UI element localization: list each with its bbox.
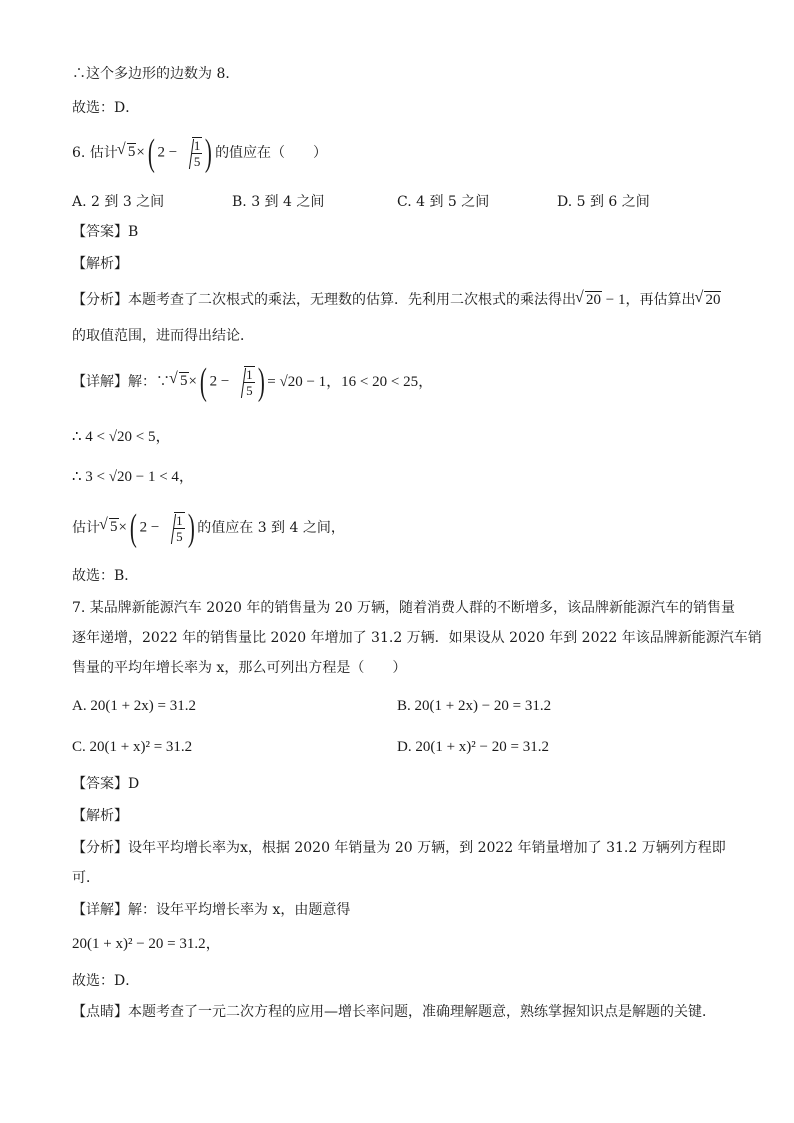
- q7-xiangjie: 【详解】解：设年平均增长率为 x，由题意得: [72, 902, 351, 918]
- q6-option-c: C. 4 到 5 之间: [397, 194, 490, 210]
- q6-expression: √ 5×( 2 − $\frac{1}{5}$ ): [100, 509, 197, 547]
- q6-stem-prefix: 6. 估计: [72, 145, 118, 161]
- answer-value: B: [128, 224, 139, 240]
- q6-fenxi: 【分析】本题考查了二次根式的乘法，无理数的估算．先利用二次根式的乘法得出√ 20 − 1，再估算出√ 20: [72, 290, 721, 310]
- q6-sqrt20-minus1: √ 20 − 1: [576, 292, 625, 308]
- q6-choice: 故选：B．: [72, 568, 139, 584]
- answer-tag: 【答案】: [72, 224, 128, 240]
- xiangjie-tag: 【详解】: [72, 374, 128, 390]
- q6-expression: √ 5×( 2 − $\frac{1}{5}$ ): [170, 363, 267, 401]
- q7-equation: 20(1 + x)² − 20 = 31.2，: [72, 936, 221, 952]
- q6-answer: [72, 222, 138, 242]
- q7-answer: [72, 774, 139, 794]
- answer-value: D: [128, 776, 140, 792]
- fenxi-tag: 【分析】: [72, 840, 128, 856]
- q6-stem-suffix: 的值应在（ ）: [215, 145, 328, 161]
- q7-dianjing: 【点睛】本题考查了一元二次方程的应用—增长率问题，准确理解题意，熟练掌握知识点是解题的关键．: [72, 1004, 716, 1020]
- q7-option-b: B. 20(1 + 2x) − 20 = 31.2: [397, 698, 552, 714]
- q6-xiangjie: 【详解】 解：∵ √ 5×( 2 − $\frac{1}{5}$ ) = √20 − 1，16 < 20 < 25，: [72, 362, 433, 402]
- q7-stem-line2: 逐年递增，2022 年的销售量比 2020 年增加了 31.2 万辆．如果设从 2020 年到 2022 年该品牌新能源汽车销: [72, 630, 762, 646]
- q7-option-d: D. 20(1 + x)² − 20 = 31.2: [397, 739, 549, 755]
- q6-step2: ∴ 3 < √20 − 1 < 4，: [72, 469, 194, 485]
- q7-fenxi-2: 可．: [72, 870, 100, 886]
- q6-step1: ∴ 4 < √20 < 5，: [72, 429, 171, 445]
- q7-analysis-tag: 【解析】: [72, 808, 128, 824]
- q5-conclusion: ∴这个多边形的边数为 8．: [72, 66, 240, 82]
- q6-option-b: B. 3 到 4 之间: [232, 194, 325, 210]
- q6-estimate: 估计 √ 5×( 2 − $\frac{1}{5}$ ) 的值应在 3 到 4 之间，: [72, 508, 345, 548]
- q6-option-a: A. 2 到 3 之间: [72, 194, 165, 210]
- q6-option-d: D. 5 到 6 之间: [557, 194, 650, 210]
- dianjing-tag: 【点睛】: [72, 1004, 128, 1020]
- q7-option-a: A. 20(1 + 2x) = 31.2: [72, 698, 196, 714]
- q6-expression: √ 5×( 2 − $\frac{1}{5}$ ): [118, 134, 215, 172]
- q7-option-c: C. 20(1 + x)² = 31.2: [72, 739, 193, 755]
- q7-fenxi: 【分析】设年平均增长率为x，根据 2020 年销量为 20 万辆，到 2022 年销量增加了 31.2 万辆列方程即: [72, 840, 726, 856]
- fenxi-tag: 【分析】: [72, 292, 128, 308]
- q7-stem-line1: 7. 某品牌新能源汽车 2020 年的销售量为 20 万辆，随着消费人群的不断增多，该品牌新能源汽车的销售量: [72, 600, 736, 616]
- q7-stem-line3: 售量的平均年增长率为 x，那么可列出方程是（ ）: [72, 660, 407, 676]
- answer-tag: 【答案】: [72, 776, 128, 792]
- xiangjie-tag: 【详解】: [72, 902, 128, 918]
- q5-choice: 故选：D．: [72, 100, 140, 116]
- q6-analysis-tag: 【解析】: [72, 256, 128, 272]
- q7-choice: 故选：D．: [72, 973, 140, 989]
- q6-fenxi-2: 的取值范围，进而得出结论．: [72, 328, 254, 344]
- q6-stem: [72, 133, 327, 173]
